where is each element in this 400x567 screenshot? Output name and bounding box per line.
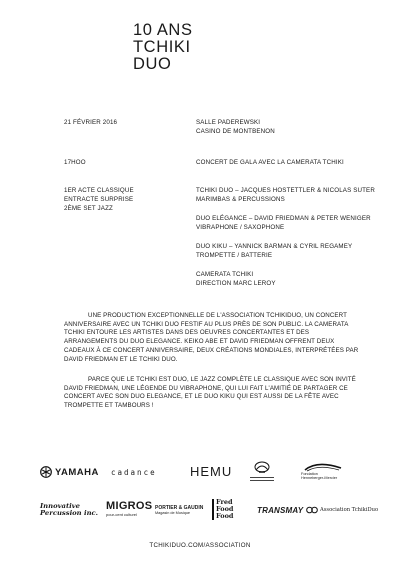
- hemu-wordmark: HEMU: [190, 463, 233, 479]
- venue-hall: SALLE PADEREWSKI: [196, 119, 261, 126]
- group-tchiki-duo-names: TCHIKI DUO – JACQUES HOSTETTLER & NICOLAS SUTER: [196, 187, 375, 194]
- association-wordmark: Association TchikiDuo: [320, 507, 379, 513]
- sponsor-association-logo: [306, 500, 378, 520]
- group-camerata-director: DIRECTION MARC LEROY: [196, 280, 276, 287]
- jazz-paragraph: [64, 376, 364, 411]
- intro-paragraph-text: UNE PRODUCTION EXCEPTIONNELLE DE L'ASSOCIATION TCHIKIDUO, UN CONCERT ANNIVERSAIRE AVEC UN TCHIKI DUO FESTIF AU PLUS PRÈS DE SON PUBLIC. LA CAMERATA TCHIKI ENTOURE LES ARTISTES DANS DES OEUVRES CONCERTANTES ET DES ARRANGEMENTS DU DUO ELEGANCE. KEIKO ABE ET DAVID FRIEDMAN OFFRENT DEUX CADEAUX À CE CONCERT ANNIVERSAIRE, DEUX CRÉATIONS MONDIALES, INTERPRÉTÉES PAR DAVID FRIEDMAN ET LE TCHIKI DUO.: [64, 312, 359, 363]
- group-duo-kiku-names: DUO KIKU – YANNICK BARMAN & CYRIL REGAMEY: [196, 243, 353, 250]
- group-duo-kiku-instruments: TROMPETTE / BATTERIE: [196, 252, 273, 259]
- poster-title: [133, 22, 193, 73]
- percussion-wordmark: Percussion inc.: [40, 509, 99, 517]
- group-camerata-name: CAMERATA TCHIKI: [196, 271, 254, 278]
- fondation-label: Fondation: [301, 471, 318, 476]
- gala-title: CONCERT DE GALA AVEC LA CAMERATA TCHIKI: [196, 159, 344, 166]
- intro-paragraph: [64, 312, 364, 364]
- innovative-wordmark: Innovative: [40, 502, 80, 510]
- act-2: 2ÈME SET JAZZ: [64, 205, 113, 212]
- event-date: 21 FÉVRIER 2016: [64, 119, 118, 126]
- sponsor-emblem-logo: [250, 457, 274, 483]
- fondation-wave-icon: [303, 462, 343, 472]
- emblem-caption-lines-icon: [250, 477, 274, 481]
- cadance-wordmark: cadance: [111, 467, 157, 477]
- sponsor-cadance-logo: [111, 466, 157, 478]
- portier-gaudin-tagline: Magasin de Musique: [155, 510, 191, 515]
- lotus-emblem-icon: [253, 460, 271, 476]
- transmay-wordmark: TRANSMAY: [257, 505, 304, 515]
- sponsor-portier-gaudin-logo: [155, 501, 203, 519]
- title-line-2: TCHIKI: [133, 38, 191, 56]
- group-tchiki-duo-instruments: MARIMBAS & PERCUSSIONS: [196, 196, 285, 203]
- sponsor-hemu-logo: [190, 461, 232, 481]
- venue-casino: CASINO DE MONTBENON: [196, 128, 275, 135]
- yamaha-tuning-forks-icon: [40, 466, 52, 478]
- fred-wordmark: Fred: [212, 499, 233, 506]
- sponsor-transmay-logo: [257, 503, 303, 517]
- title-line-1: 10 ANS: [133, 21, 193, 39]
- sponsor-yamaha-logo: [40, 465, 99, 479]
- fondation-name: Henneberger-Mercier: [301, 476, 338, 480]
- title-line-3: DUO: [133, 55, 172, 73]
- act-1: 1ER ACTE CLASSIQUE: [64, 187, 134, 194]
- event-time: 17HOO: [64, 159, 86, 166]
- association-infinity-icon: [306, 506, 318, 514]
- sponsor-innovative-logo: [40, 500, 98, 520]
- footer-website[interactable]: TCHIKIDUO.COM/ASSOCIATION: [149, 542, 251, 549]
- jazz-paragraph-text: PARCE QUE LE TCHIKI EST DUO, LE JAZZ COMPLÈTE LE CLASSIQUE AVEC SON INVITÉ DAVID FRIEDMAN, UNE LÉGENDE DU VIBRAPHONE, QUI LUI FAIT L'AMITIÉ DE PARTAGER CE CONCERT AVEC SON DUO ELEGANCE, ET LE DUO KIKU QUI EST AUSSI DE LA FÊTE AVEC TROMPETTE ET TAMBOURS !: [64, 376, 356, 410]
- yamaha-wordmark: YAMAHA: [55, 466, 99, 478]
- sponsor-fondation-logo: [303, 459, 343, 483]
- migros-wordmark: MIGROS: [106, 500, 153, 512]
- food-wordmark-1: Food: [212, 506, 233, 513]
- sponsor-migros-logo: [106, 498, 152, 520]
- act-intermission: ENTRACTE SURPRISE: [64, 196, 134, 203]
- migros-pour-cent-label: pour-cent culturel: [106, 512, 137, 517]
- group-duo-elegance-names: DUO ELÉGANCE – DAVID FRIEDMAN & PETER WENIGER: [196, 215, 371, 222]
- group-duo-elegance-instruments: VIBRAPHONE / SAXOPHONE: [196, 224, 285, 231]
- sponsor-fredfoodfood-logo: [212, 496, 233, 522]
- portier-gaudin-wordmark: PORTIER & GAUDIN: [155, 504, 204, 511]
- food-wordmark-2: Food: [212, 513, 233, 520]
